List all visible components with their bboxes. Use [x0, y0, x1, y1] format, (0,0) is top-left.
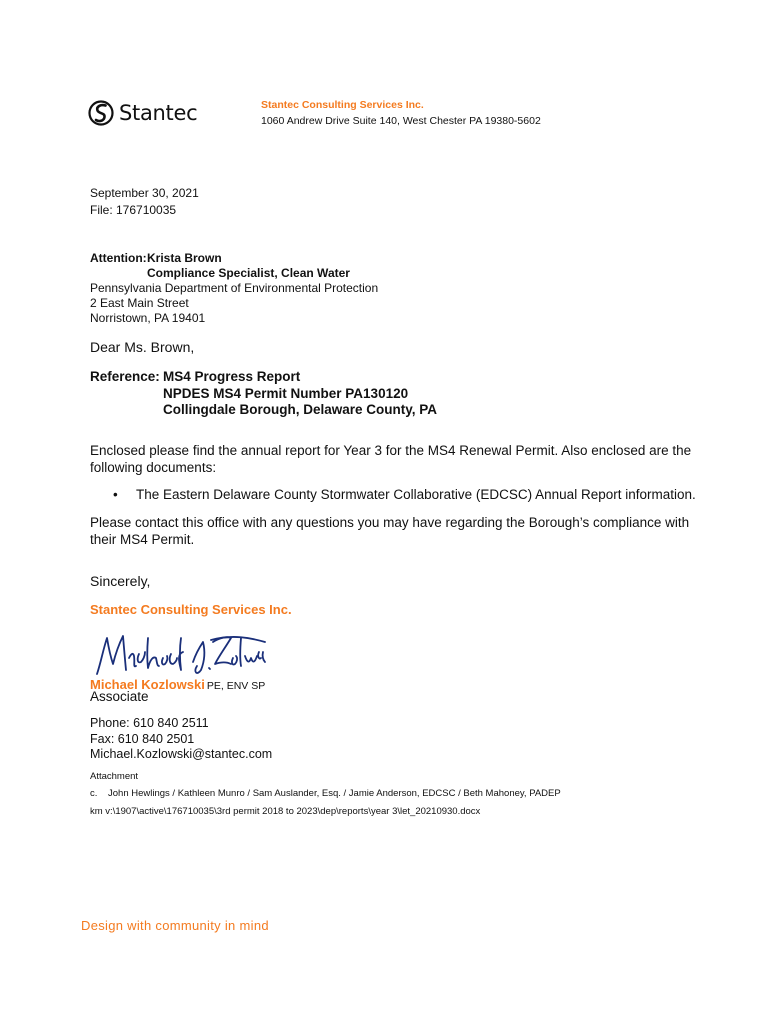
recipient-street: 2 East Main Street [90, 296, 189, 310]
cc-label: c. [90, 788, 98, 799]
phone-number: Phone: 610 840 2511 [90, 716, 209, 730]
recipient-name: Krista Brown [147, 251, 222, 265]
stantec-s-logo-icon [88, 98, 114, 128]
file-number: File: 176710035 [90, 203, 177, 217]
recipient-organization: Pennsylvania Department of Environmental Protection [90, 281, 379, 295]
salutation: Dear Ms. Brown, [90, 339, 195, 355]
bullet-item-1: The Eastern Delaware County Stormwater Collaborative (EDCSC) Annual Report information. [136, 487, 696, 502]
document-file-path: km v:\1907\active\176710035\3rd permit 2018 to 2023\dep\reports\year 3\let_20210930.docx [90, 806, 481, 817]
letter-date: September 30, 2021 [90, 186, 199, 200]
reference-label: Reference: [90, 369, 160, 384]
cc-line [90, 788, 561, 799]
footer-tagline: Design with community in mind [81, 918, 269, 933]
handwritten-signature [93, 628, 268, 678]
body-paragraph-1: Enclosed please find the annual report for Year 3 for the MS4 Renewal Permit. Also enclosed are the following documents: [90, 443, 692, 475]
company-header [261, 99, 541, 127]
contact-block [90, 716, 272, 763]
stantec-logo [88, 98, 197, 128]
header-company-name: Stantec Consulting Services Inc. [261, 99, 424, 111]
cc-names: John Hewlings / Kathleen Munro / Sam Auslander, Esq. / Jamie Anderson, EDCSC / Beth Mahoney, PADEP [108, 788, 561, 799]
email-address: Michael.Kozlowski@stantec.com [90, 747, 273, 761]
recipient-city: Norristown, PA 19401 [90, 311, 206, 325]
reference-line-2: NPDES MS4 Permit Number PA130120 [163, 385, 409, 401]
reference-block [90, 369, 437, 419]
signature-company-name: Stantec Consulting Services Inc. [90, 602, 292, 617]
attention-label: Attention: [90, 251, 147, 265]
header-company-address: 1060 Andrew Drive Suite 140, West Chester PA 19380-5602 [261, 115, 541, 127]
fax-number: Fax: 610 840 2501 [90, 731, 195, 746]
attachment-note: Attachment [90, 771, 139, 782]
closing: Sincerely, [90, 573, 151, 589]
recipient-block [90, 251, 378, 326]
body-paragraph-2: Please contact this office with any questions you may have regarding the Borough’s compliance with their MS4 Permit. [90, 515, 690, 547]
signer-credentials: PE, ENV SP [206, 680, 266, 692]
reference-line-1: MS4 Progress Report [163, 369, 301, 384]
signer-name: Michael Kozlowski [90, 677, 205, 692]
logo-wordmark: Stantec [119, 101, 198, 125]
signer-title: Associate [90, 689, 149, 704]
bullet-symbol: • [113, 487, 118, 502]
reference-line-3: Collingdale Borough, Delaware County, PA [163, 402, 438, 417]
recipient-title: Compliance Specialist, Clean Water [147, 266, 350, 280]
